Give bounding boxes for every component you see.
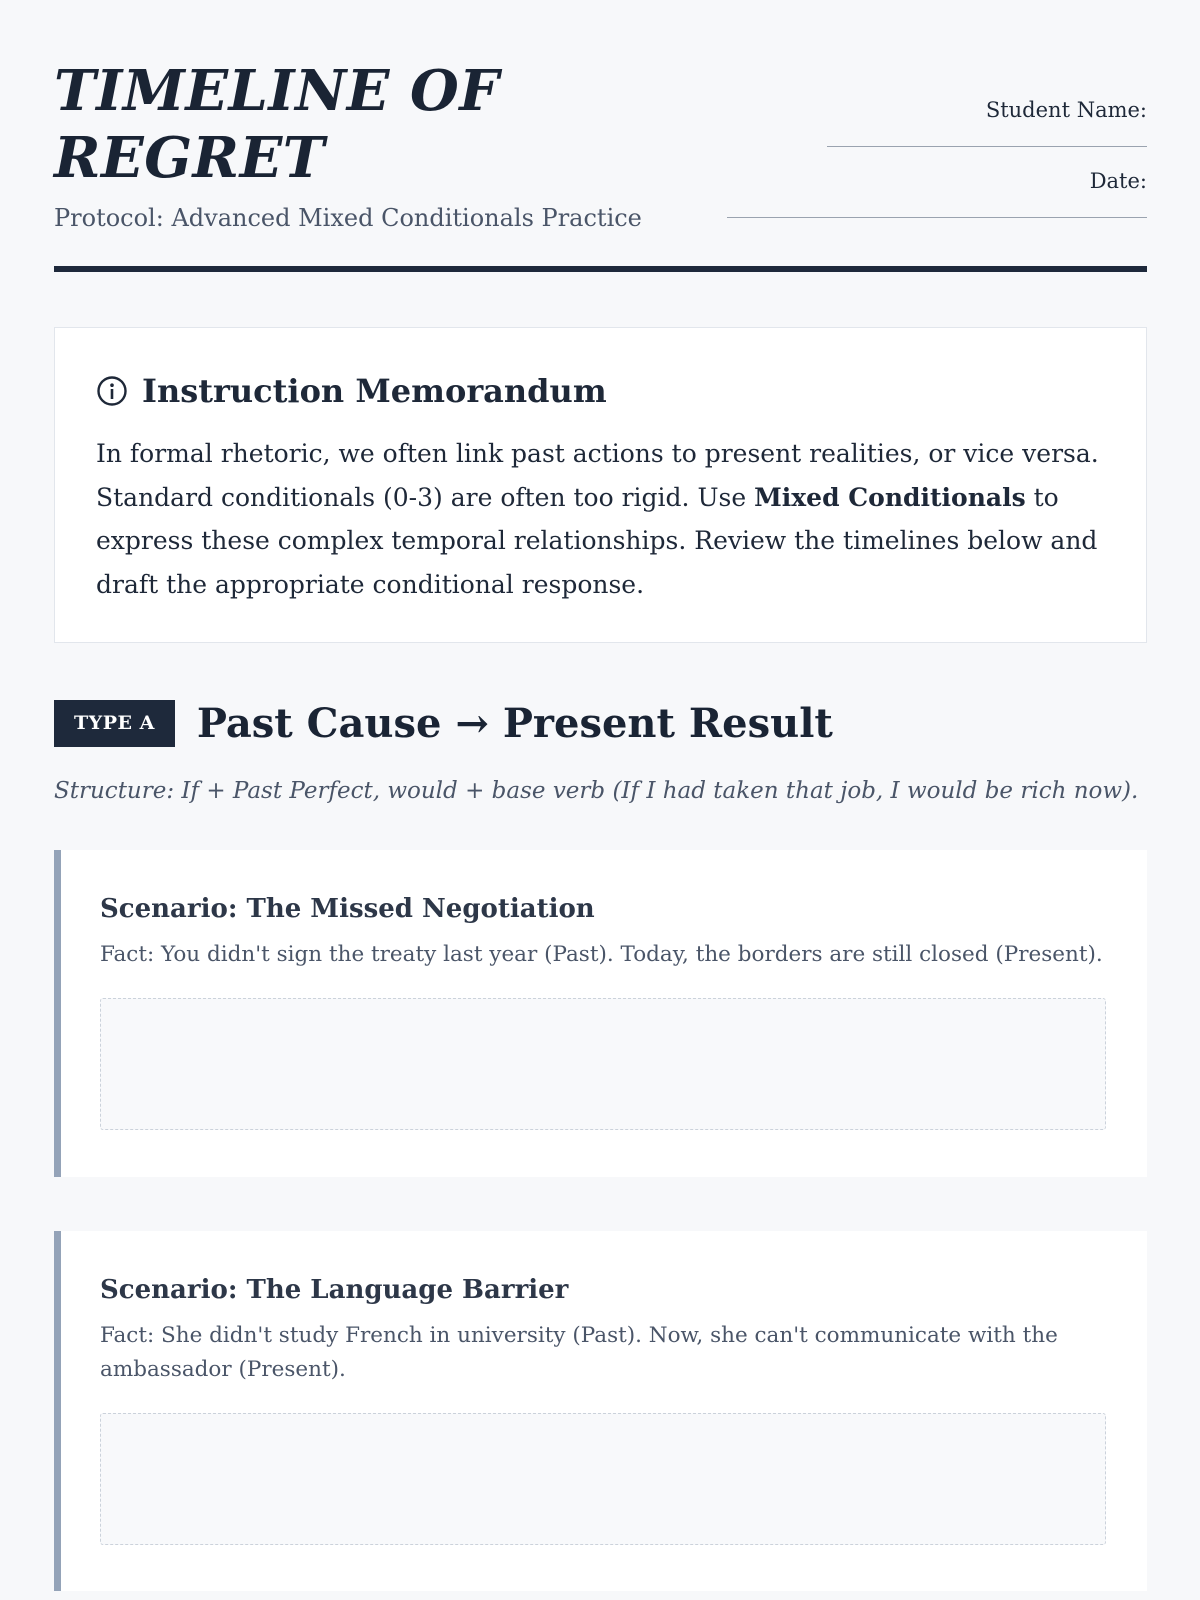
date-label: Date:: [1089, 169, 1147, 193]
title-line-1: TIMELINE OF: [54, 58, 500, 124]
header-divider: [54, 266, 1147, 272]
student-name-field[interactable]: [827, 126, 1147, 147]
student-name-label: Student Name:: [985, 98, 1147, 122]
section-heading: [54, 698, 833, 748]
answer-box[interactable]: [100, 998, 1106, 1130]
answer-box[interactable]: [100, 1413, 1106, 1545]
scenario-fact: Fact: You didn't sign the treaty last year (Past). Today, the borders are still closed (Present).: [100, 942, 1103, 967]
memo-text-start: In formal rhetoric, we often link past actions to present realities, or vice versa. Standard conditionals (0-3) are often too rigid. Use: [96, 439, 1099, 512]
student-info: [707, 98, 1147, 218]
scenario-card: [54, 850, 1147, 1177]
memo-header: [96, 372, 1106, 410]
date-field[interactable]: [727, 197, 1147, 218]
worksheet-subtitle: Protocol: Advanced Mixed Conditionals Practice: [54, 204, 642, 232]
memo-text-emphasis: Mixed Conditionals: [754, 482, 1026, 512]
section-title: Past Cause → Present Result: [196, 699, 833, 747]
type-badge: TYPE A: [54, 700, 175, 747]
scenario-title: Scenario: The Missed Negotiation: [100, 894, 595, 924]
memo-text-end: to express these complex temporal relationships. Review the timelines below and draft the appropriate conditional response.: [96, 482, 1098, 599]
worksheet-title: [54, 58, 694, 192]
scenario-fact: Fact: She didn't study French in university (Past). Now, she can't communicate with the ambassador (Present).: [100, 1323, 1058, 1382]
structure-hint: Structure: If + Past Perfect, would + base verb (If I had taken that job, I would be rich now).: [54, 778, 1139, 804]
title-line-2: REGRET: [54, 125, 325, 191]
scenario-title: Scenario: The Language Barrier: [100, 1275, 569, 1305]
worksheet-header: [54, 58, 1147, 274]
instruction-memo: [54, 327, 1147, 643]
scenario-card: [54, 1231, 1147, 1591]
memo-title: Instruction Memorandum: [142, 372, 607, 410]
info-circle-icon: [96, 375, 128, 407]
memo-body: [96, 432, 1106, 606]
